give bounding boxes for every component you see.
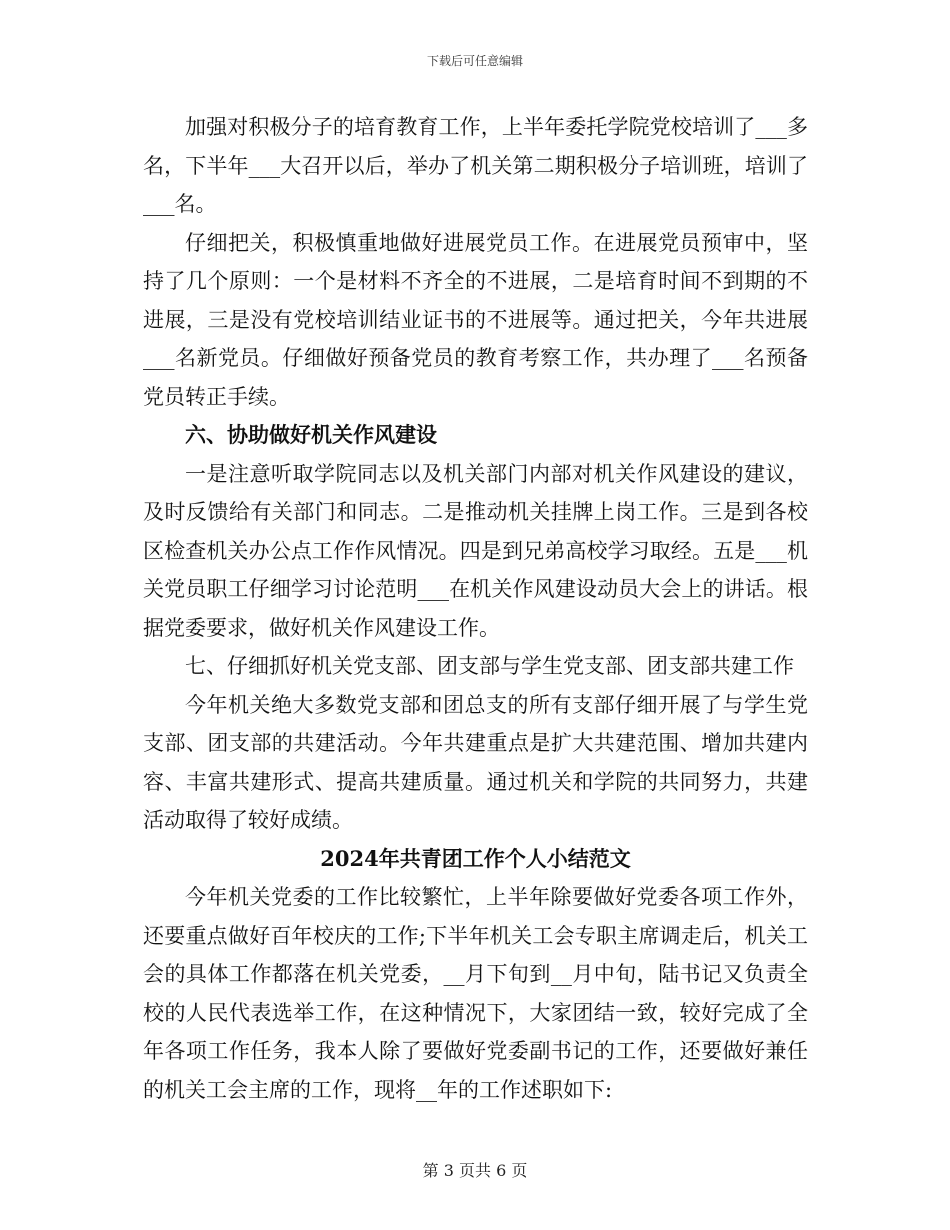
paragraph-member-development: 仔细把关，积极慎重地做好进展党员工作。在进展党员预审中，坚持了几个原则：一个是材料不齐全的不进展，二是培育时间不到期的不进展，三是没有党校培训结业证书的不进展等。通过把关，今年共进展___名新党员。仔细做好预备党员的教育考察工作，共办理了___名预备党员转正手续。 xyxy=(143,230,808,409)
page-header: 下载后可任意编辑 xyxy=(426,54,523,68)
paragraph-work-style: 一是注意听取学院同志以及机关部门内部对机关作风建设的建议，及时反馈给有关部门和同志。二是推动机关挂牌上岗工作。三是到各校区检查机关办公点工作作风情况。四是到兄弟高校学习取经。五是___机关党员职工仔细学习讨论范明___在机关作风建设动员大会上的讲话。根据党委要求，做好机关作风建设工作。 xyxy=(143,461,808,640)
page-footer: 第 3 页共 6 页 xyxy=(422,1161,528,1180)
paragraph-joint-building: 今年机关绝大多数党支部和团总支的所有支部仔细开展了与学生党支部、团支部的共建活动。今年共建重点是扩大共建范围、增加共建内容、丰富共建形式、提高共建质量。通过机关和学院的共同努力，共建活动取得了较好成绩。 xyxy=(143,692,808,832)
document-title: 2024年共青团工作个人小结范文 xyxy=(320,845,631,871)
section-heading-6: 六、协助做好机关作风建设 xyxy=(185,422,437,447)
paragraph-intro: 今年机关党委的工作比较繁忙，上半年除要做好党委各项工作外，还要重点做好百年校庆的工作;下半年机关工会专职主席调走后，机关工会的具体工作都落在机关党委，__月下旬到__月中旬，陆书记又负责全校的人民代表选举工作，在这种情况下，大家团结一致，较好完成了全年各项工作任务，我本人除了要做好党委副书记的工作，还要做好兼任的机关工会主席的工作，现将__年的工作述职如下: xyxy=(143,885,808,1102)
section-heading-7: 七、仔细抓好机关党支部、团支部与学生党支部、团支部共建工作 xyxy=(185,654,794,678)
document-body xyxy=(143,108,808,1109)
paragraph-activist-training: 加强对积极分子的培育教育工作，上半年委托学院党校培训了___多名，下半年___大召开以后，举办了机关第二期积极分子培训班，培训了___名。 xyxy=(143,115,808,216)
